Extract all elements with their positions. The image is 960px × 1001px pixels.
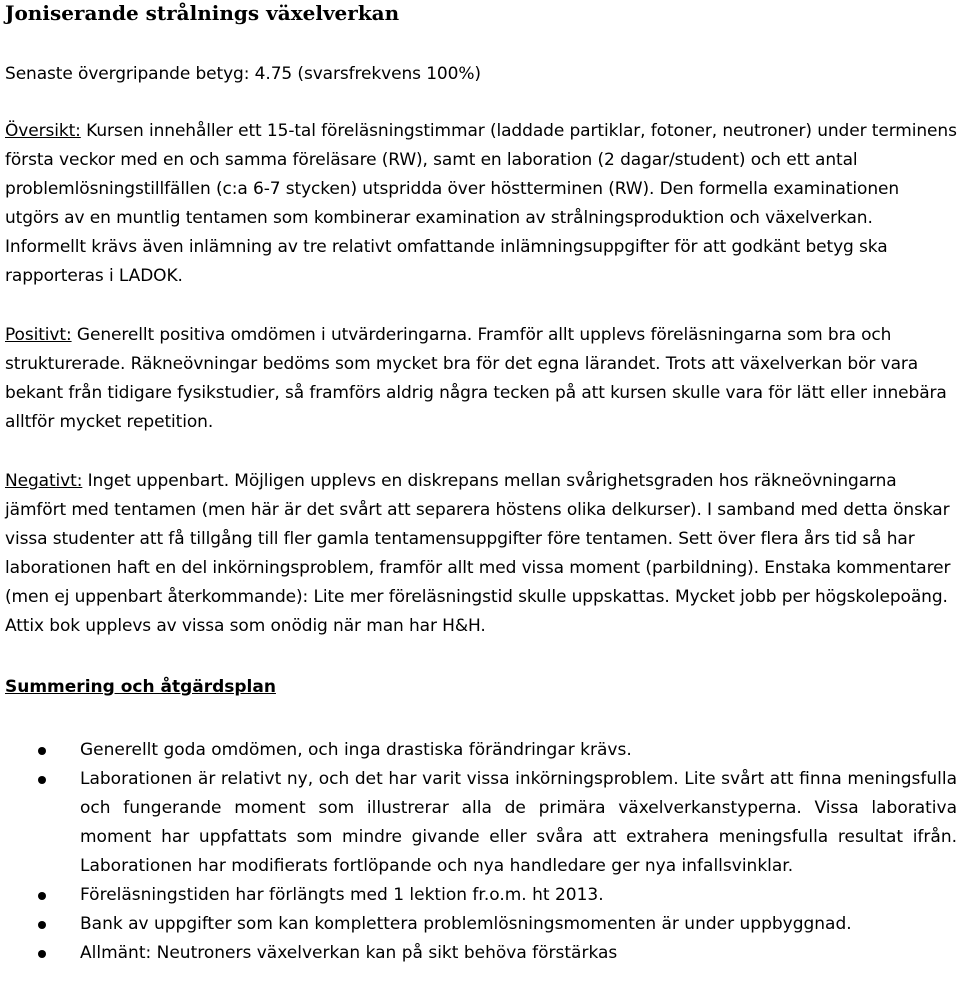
positive-text: Generellt positiva omdömen i utvärderingarna. Framför allt upplevs föreläsningarna som bra och strukturerade. Räkneövningar bedöms som mycket bra för det egna lärandet. Trots att växelverkan bör vara bekant från tidigare fysikstudier, så framförs aldrig några tecken på att kursen skulle vara för lätt eller innebära alltför mycket repetition. (5, 325, 947, 432)
overview-label: Översikt: (5, 121, 81, 141)
action-item-text: Generellt goda omdömen, och inga drastiska förändringar krävs. (80, 740, 632, 760)
action-item (5, 939, 957, 968)
negative-label: Negativt: (5, 471, 83, 491)
action-item (5, 881, 957, 910)
bullet-icon (38, 921, 46, 929)
summary-heading: Summering och åtgärdsplan (5, 677, 276, 697)
positive-paragraph (5, 321, 957, 437)
action-list (5, 736, 957, 968)
bullet-icon (38, 892, 46, 900)
action-item-text: Allmänt: Neutroners växelverkan kan på sikt behöva förstärkas (80, 943, 618, 963)
bullet-icon (38, 950, 46, 958)
action-item-text: Bank av uppgifter som kan komplettera problemlösningsmomenten är under uppbyggnad. (80, 914, 852, 934)
overview-text: Kursen innehåller ett 15-tal föreläsningstimmar (laddade partiklar, fotoner, neutroner) under terminens första veckor med en och samma föreläsare (RW), samt en laboration (2 dagar/student) och ett antal problemlösningstillfällen (c:a 6-7 stycken) utspridda över höstterminen (RW). Den formella examinationen utgörs av en muntlig tentamen som kombinerar examination av strålningsproduktion och växelverkan. Informellt krävs även inlämning av tre relativt omfattande inlämningsuppgifter för att godkänt betyg ska rapporteras i LADOK. (5, 121, 957, 286)
negative-text: Inget uppenbart. Möjligen upplevs en diskrepans mellan svårighetsgraden hos räkneövningarna jämfört med tentamen (men här är det svårt att separera höstens olika delkurser). I samband med detta önskar vissa studenter att få tillgång till fler gamla tentamensuppgifter före tentamen. Sett över flera års tid så har laborationen haft en del inkörningsproblem, framför allt med vissa moment (parbildning). Enstaka kommentarer (men ej uppenbart återkommande): Lite mer föreläsningstid skulle uppskattas. Mycket jobb per högskolepoäng. Attix bok upplevs av vissa som onödig när man har H&H. (5, 471, 951, 636)
bullet-icon (38, 776, 46, 784)
bullet-icon (38, 747, 46, 755)
action-item-text: Laborationen är relativt ny, och det har varit vissa inkörningsproblem. Lite svårt att finna meningsfulla och fungerande moment som illustrerar alla de primära växelverkanstyperna. Vissa laborativa moment har uppfattats som mindre givande eller svåra att extrahera meningsfulla resultat ifrån. Laborationen har modifierats fortlöpande och nya handledare ger nya infallsvinklar. (80, 769, 957, 876)
action-item (5, 736, 957, 765)
action-item (5, 765, 957, 881)
overview-paragraph (5, 117, 957, 291)
positive-label: Positivt: (5, 325, 72, 345)
document-title: Joniserande strålnings växelverkan (5, 1, 400, 25)
action-item-text: Föreläsningstiden har förlängts med 1 lektion fr.o.m. ht 2013. (80, 885, 604, 905)
action-item (5, 910, 957, 939)
rating-line: Senaste övergripande betyg: 4.75 (svarsfrekvens 100%) (5, 64, 481, 84)
negative-paragraph (5, 467, 957, 641)
document-page (5, 0, 957, 968)
